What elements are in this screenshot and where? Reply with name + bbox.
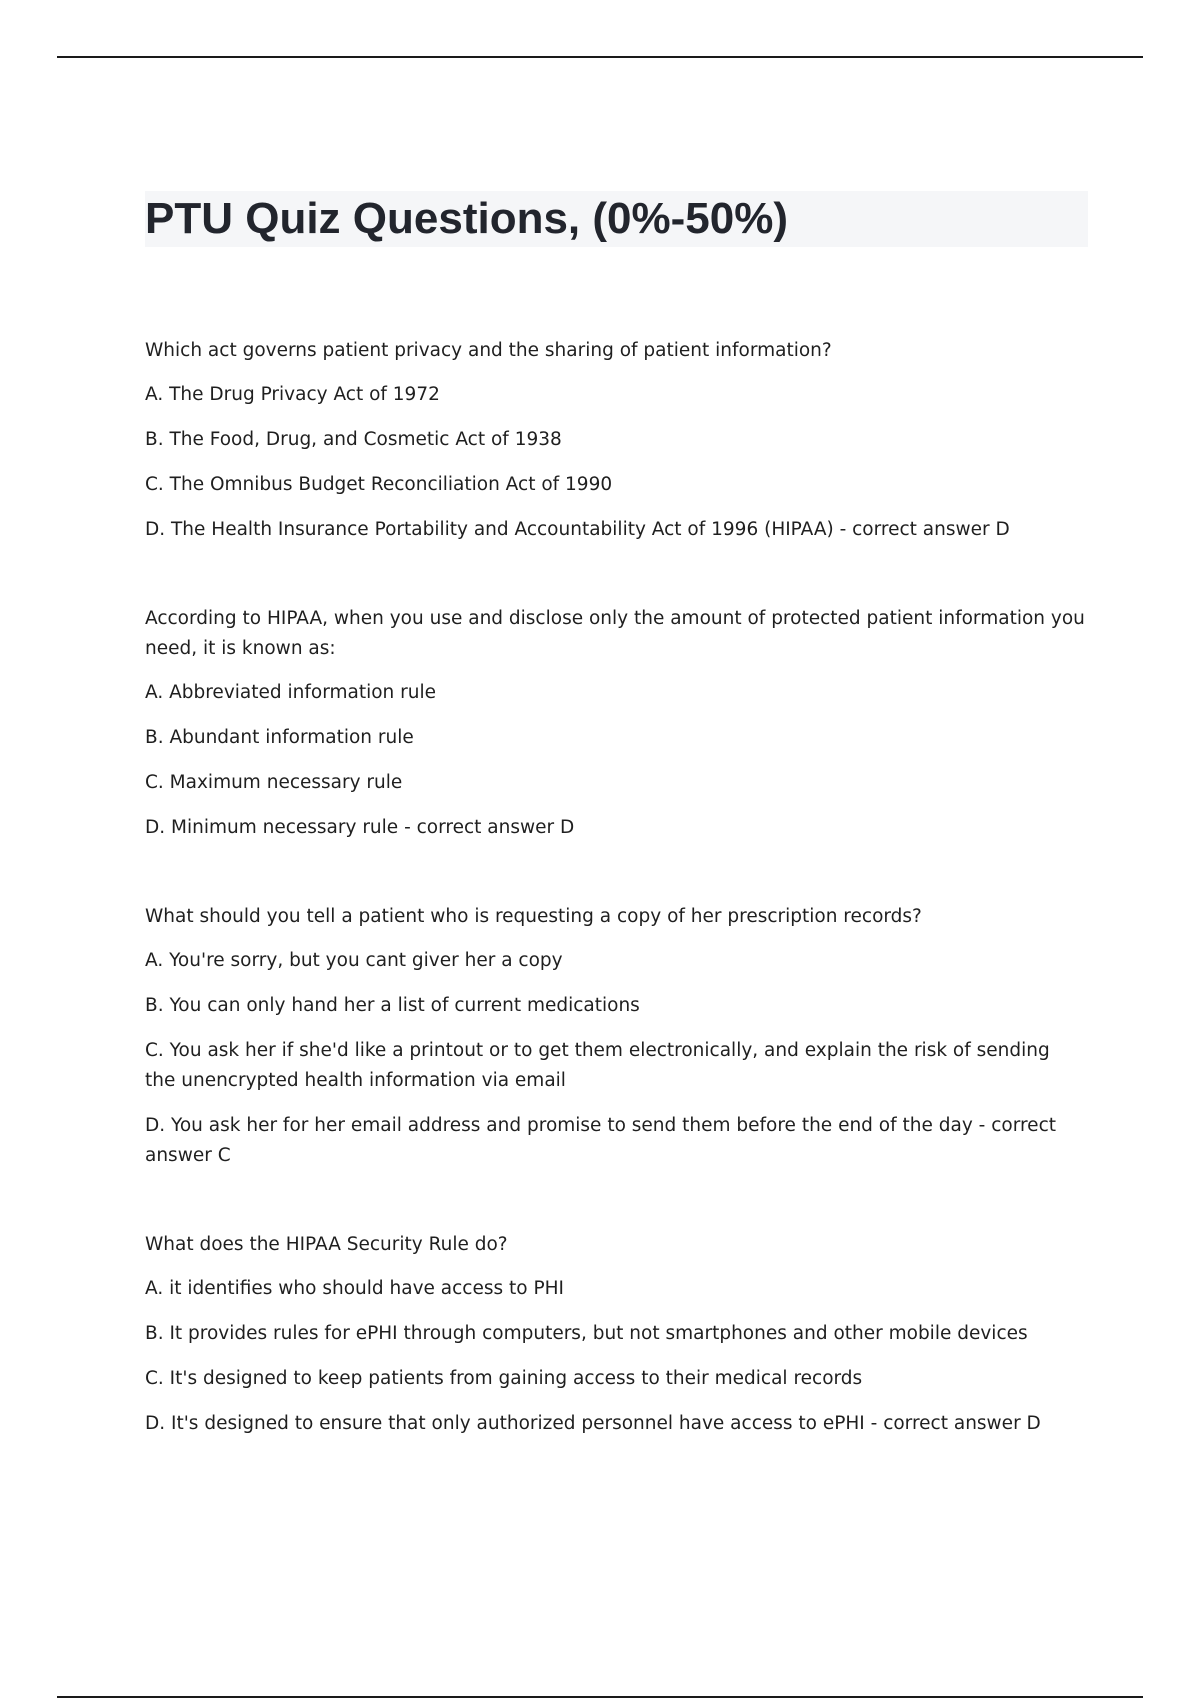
option-b: B. The Food, Drug, and Cosmetic Act of 1938 xyxy=(145,429,562,450)
option-a: A. it identifies who should have access to PHI xyxy=(145,1278,564,1299)
option-c: C. Maximum necessary rule xyxy=(145,772,403,793)
question-text: According to HIPAA, when you use and disclose only the amount of protected patient information you need, it is known as: xyxy=(145,608,1085,659)
question-text: Which act governs patient privacy and the sharing of patient information? xyxy=(145,340,832,361)
option-c: C. The Omnibus Budget Reconciliation Act of 1990 xyxy=(145,474,613,495)
question-4 xyxy=(145,1230,1085,1439)
option-b: B. You can only hand her a list of current medications xyxy=(145,995,640,1016)
question-text: What does the HIPAA Security Rule do? xyxy=(145,1234,508,1255)
question-text: What should you tell a patient who is requesting a copy of her prescription records? xyxy=(145,906,922,927)
option-a: A. The Drug Privacy Act of 1972 xyxy=(145,384,440,405)
option-c: C. It's designed to keep patients from gaining access to their medical records xyxy=(145,1368,863,1389)
footer-divider xyxy=(57,1696,1143,1698)
option-b: B. Abundant information rule xyxy=(145,727,414,748)
header-divider xyxy=(57,56,1143,58)
question-1 xyxy=(145,336,1085,545)
question-3 xyxy=(145,902,1085,1171)
option-b: B. It provides rules for ePHI through computers, but not smartphones and other mobile devices xyxy=(145,1323,1028,1344)
question-2 xyxy=(145,604,1085,843)
option-a: A. You're sorry, but you cant giver her a copy xyxy=(145,950,563,971)
option-d: D. You ask her for her email address and promise to send them before the end of the day - correct answer C xyxy=(145,1115,1056,1166)
question-list xyxy=(145,336,1085,1498)
page-title: PTU Quiz Questions, (0%-50%) xyxy=(145,194,788,243)
option-d: D. The Health Insurance Portability and Accountability Act of 1996 (HIPAA) - correct answer D xyxy=(145,519,1010,540)
option-d: D. Minimum necessary rule - correct answer D xyxy=(145,817,575,838)
option-a: A. Abbreviated information rule xyxy=(145,682,437,703)
option-c: C. You ask her if she'd like a printout or to get them electronically, and explain the risk of sending the unencrypted health information via email xyxy=(145,1040,1050,1091)
option-d: D. It's designed to ensure that only authorized personnel have access to ePHI - correct answer D xyxy=(145,1413,1041,1434)
